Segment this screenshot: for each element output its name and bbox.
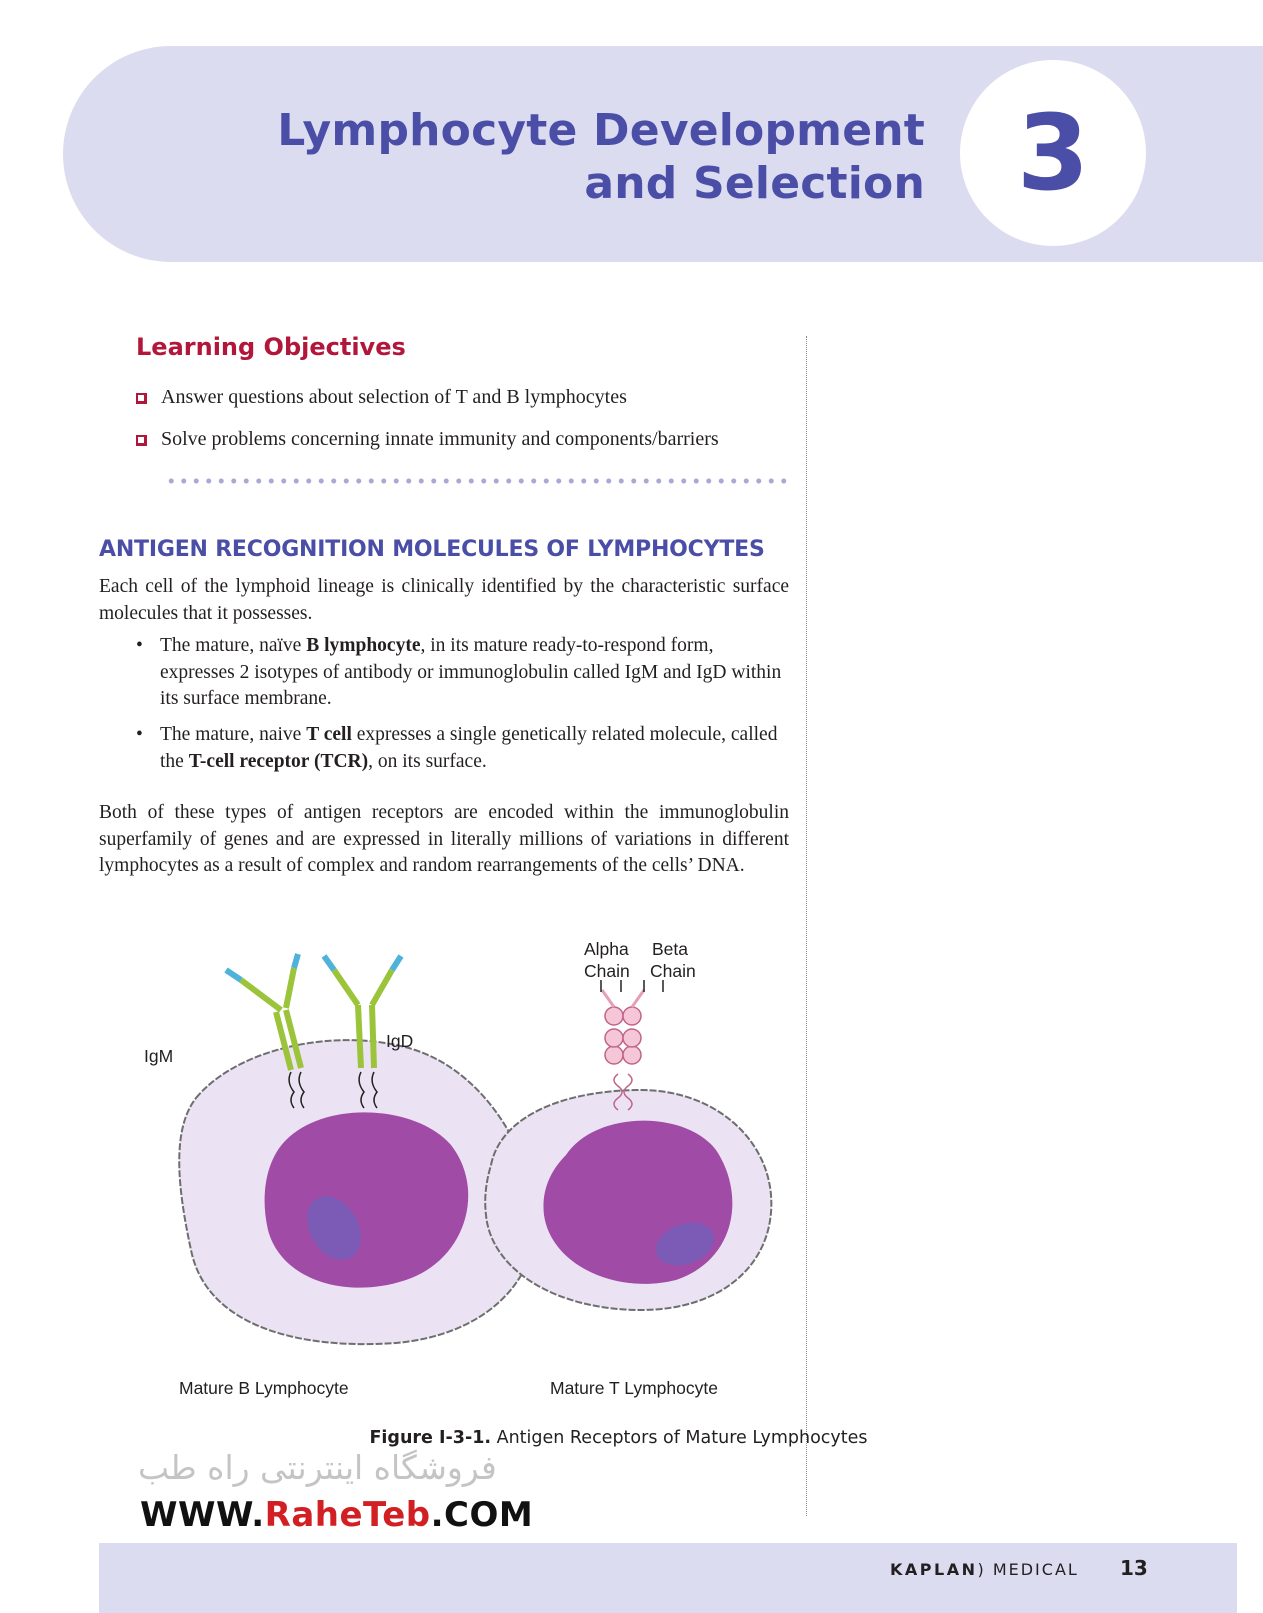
learning-objective-item: Solve problems concerning innate immunity and components/barriers [136,428,719,451]
learning-objective-item: Answer questions about selection of T and B lymphocytes [136,386,627,409]
figure-caption: Figure I-3-1. Antigen Receptors of Mature Lymphocytes [369,1428,868,1448]
beta-chain-label-line1: Beta [652,939,688,959]
chapter-title [277,104,925,210]
checkbox-icon [136,435,147,446]
t-lymphocyte-label: Mature T Lymphocyte [550,1378,718,1398]
watermark-store-name: فروشگاه اینترنتی راه طب [138,1448,497,1487]
bullet-b-lymphocyte: • The mature, naïve B lymphocyte, in its mature ready-to-respond form, expresses 2 isotypes of antibody or immunoglobulin called IgM and IgD within its surface membrane. [160,633,790,713]
b-lymphocyte-illustration [144,954,536,1344]
learning-objectives-heading: Learning Objectives [136,333,406,361]
beta-chain-label-line2: Chain [650,961,696,981]
closing-paragraph: Both of these types of antigen receptors are encoded within the immunoglobulin superfamily of genes and are expressed in literally millions of variations in different lymphocytes as a result of complex and random rearrangements of the cells’ DNA. [99,802,789,876]
chapter-number: 3 [1016,92,1090,214]
b-lymphocyte-label: Mature B Lymphocyte [179,1378,349,1398]
igm-label: IgM [144,1046,174,1066]
checkbox-icon [136,393,147,404]
intro-paragraph: Each cell of the lymphoid lineage is clinically identified by the characteristic surface molecules that it possesses. [99,576,789,624]
dotted-separator [165,477,790,485]
alpha-chain-label-line1: Alpha [584,939,629,959]
chapter-title-line1: Lymphocyte Development [277,105,925,156]
t-lymphocyte-illustration [485,939,771,1310]
bullet-t-cell: • The mature, naive T cell expresses a single genetically related molecule, called the T-cell receptor (TCR), on its surface. [160,722,790,775]
b-cell-nucleus [265,1112,469,1287]
watermark-url: WWW.RaheTeb.COM [140,1495,534,1535]
chapter-title-line2: and Selection [584,158,925,209]
lymphocyte-figure [96,939,796,1400]
kaplan-medical-logo: KAPLAN) MEDICAL [890,1560,1079,1579]
alpha-chain-label-line2: Chain [584,961,630,981]
margin-divider [806,336,807,1516]
section-heading: ANTIGEN RECOGNITION MOLECULES OF LYMPHOCYTES [99,537,765,562]
igd-label: IgD [386,1031,414,1051]
page-number: 13 [1120,1556,1148,1580]
